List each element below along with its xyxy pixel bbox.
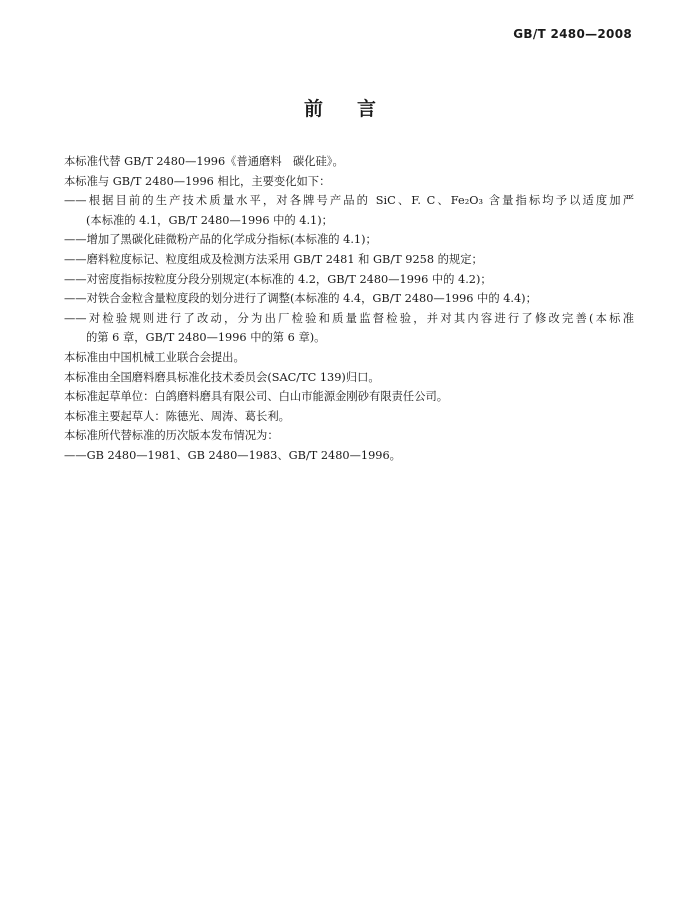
list-item: ——磨料粒度标记、粒度组成及检测方法采用 GB/T 2481 和 GB/T 9258 的规定； (64, 252, 483, 266)
list-item: ——GB 2480—1981、GB 2480—1983、GB/T 2480—1996。 (64, 448, 401, 462)
document-body (64, 152, 634, 466)
list-item: ——增加了黑碳化硅微粉产品的化学成分指标(本标准的 4.1)； (64, 233, 377, 247)
paragraph-line: 本标准由全国磨料磨具标准化技术委员会(SAC/TC 139)归口。 (64, 370, 380, 384)
title-char-2: 言 (357, 98, 377, 120)
list-item: ——根据目前的生产技术质量水平，对各牌号产品的 SiC、F. C、Fe₂O₃ 含量指标均予以适度加严 (64, 194, 634, 208)
list-item: ——对密度指标按粒度分段分别规定(本标准的 4.2，GB/T 2480—1996 中的 4.2)； (64, 272, 492, 286)
paragraph-line: 本标准主要起草人：陈德光、周涛、葛长利。 (64, 409, 290, 423)
list-item: ——对铁合金粒含量粒度段的划分进行了调整(本标准的 4.4，GB/T 2480—1996 中的 4.4)； (64, 292, 537, 306)
paragraph-line: 本标准起草单位：白鸽磨料磨具有限公司、白山市能源金刚砂有限责任公司。 (64, 390, 449, 404)
list-item: ——对检验规则进行了改动，分为出厂检验和质量监督检验，并对其内容进行了修改完善(本标准 (64, 311, 634, 325)
list-item-continuation: (本标准的 4.1，GB/T 2480—1996 中的 4.1)； (86, 213, 333, 227)
title-char-1: 前 (303, 98, 323, 120)
paragraph-line: 本标准与 GB/T 2480—1996 相比，主要变化如下： (64, 174, 331, 188)
paragraph-line: 本标准所代替标准的历次版本发布情况为： (64, 429, 279, 443)
paragraph-line: 本标准由中国机械工业联合会提出。 (64, 350, 245, 364)
list-item-continuation: 的第 6 章，GB/T 2480—1996 中的第 6 章)。 (86, 331, 326, 345)
paragraph-line: 本标准代替 GB/T 2480—1996《普通磨料 碳化硅》。 (64, 155, 344, 168)
standard-code: GB/T 2480—2008 (513, 27, 632, 41)
page-title (0, 94, 680, 121)
